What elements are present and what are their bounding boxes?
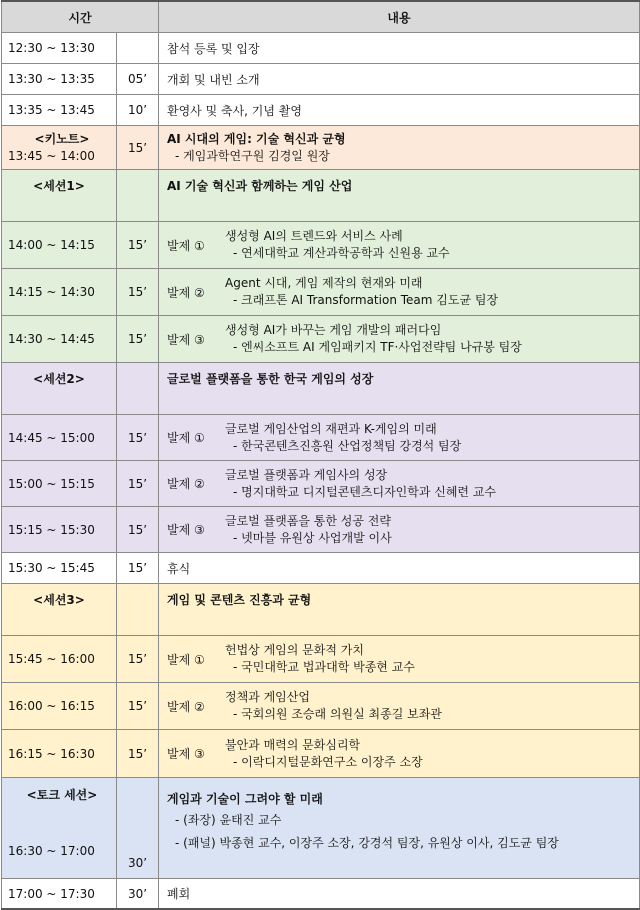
session-title: 게임 및 콘텐츠 진흥과 균형 bbox=[159, 584, 640, 636]
talk-topic: 생성형 AI의 트렌드와 서비스 사례 bbox=[225, 229, 403, 243]
session-label: <세션1> bbox=[2, 170, 117, 222]
table-row bbox=[2, 222, 640, 269]
talk-topic: 헌법상 게임의 문화적 가치 bbox=[225, 643, 364, 657]
talk-topic: 글로벌 플랫폼과 게임사의 성장 bbox=[225, 467, 388, 482]
time-cell: 16:15 ~ 16:30 bbox=[2, 730, 117, 778]
talk-label: 발제 ② bbox=[167, 285, 205, 300]
duration-cell: 30’ bbox=[117, 879, 159, 910]
talk-cell bbox=[159, 461, 640, 507]
talk-session-content-cell bbox=[159, 778, 640, 879]
time-cell: 12:30 ~ 13:30 bbox=[2, 33, 117, 64]
keynote-speaker: - 게임과학연구원 김경일 원장 bbox=[175, 148, 330, 163]
talk-topic: Agent 시대, 게임 제작의 현재와 미래 bbox=[225, 276, 423, 290]
table-row bbox=[2, 269, 640, 316]
keynote-time-cell bbox=[2, 126, 117, 170]
duration-cell: 15’ bbox=[117, 507, 159, 553]
talk-topic: 불안과 매력의 문화심리학 bbox=[225, 737, 361, 752]
time-cell: 15:45 ~ 16:00 bbox=[2, 636, 117, 683]
table-row bbox=[2, 33, 640, 64]
duration-cell: 15’ bbox=[117, 636, 159, 683]
talk-cell bbox=[159, 683, 640, 730]
duration-cell: 15’ bbox=[117, 316, 159, 363]
session-header-row bbox=[2, 584, 640, 636]
duration-cell: 15’ bbox=[117, 222, 159, 269]
header-content: 내용 bbox=[159, 1, 640, 33]
talk-cell bbox=[159, 636, 640, 683]
talk-label: 발제 ② bbox=[167, 699, 205, 714]
talk-cell bbox=[159, 507, 640, 553]
duration-cell bbox=[117, 363, 159, 415]
session-header-row bbox=[2, 363, 640, 415]
duration-cell bbox=[117, 170, 159, 222]
keynote-time: 13:45 ~ 14:00 bbox=[8, 148, 95, 163]
time-cell: 16:00 ~ 16:15 bbox=[2, 683, 117, 730]
table-row bbox=[2, 316, 640, 363]
talk-session-title: 게임과 기술이 그려야 할 미래 bbox=[167, 792, 323, 806]
duration-cell: 15’ bbox=[117, 126, 159, 170]
session-label: <세션2> bbox=[2, 363, 117, 415]
duration-cell: 10’ bbox=[117, 95, 159, 126]
talk-cell bbox=[159, 269, 640, 316]
talk-cell bbox=[159, 316, 640, 363]
content-cell: 개회 및 내빈 소개 bbox=[159, 64, 640, 95]
table-header-row bbox=[2, 1, 640, 33]
talk-topic: 글로벌 플랫폼을 통한 성공 전략 bbox=[225, 513, 391, 528]
time-cell: 14:00 ~ 14:15 bbox=[2, 222, 117, 269]
talk-session-panel: - (패널) 박종현 교수, 이장주 소장, 강경석 팀장, 유원상 이사, 김도균 팀장 bbox=[175, 836, 559, 850]
table-row bbox=[2, 683, 640, 730]
talk-speaker: - 크래프톤 AI Transformation Team 김도균 팀장 bbox=[233, 293, 499, 307]
talk-speaker: - 명지대학교 디지털콘텐츠디자인학과 신혜련 교수 bbox=[233, 484, 497, 499]
table-row bbox=[2, 461, 640, 507]
duration-cell: 15’ bbox=[117, 415, 159, 461]
talk-speaker: - 이락디지털문화연구소 이장주 소장 bbox=[233, 754, 423, 769]
table-row bbox=[2, 553, 640, 584]
session-title: 글로벌 플랫폼을 통한 한국 게임의 성장 bbox=[159, 363, 640, 415]
talk-label: 발제 ① bbox=[167, 238, 205, 253]
duration-cell bbox=[117, 584, 159, 636]
talk-topic: 글로벌 게임산업의 재편과 K-게임의 미래 bbox=[225, 421, 437, 436]
time-cell: 15:15 ~ 15:30 bbox=[2, 507, 117, 553]
duration-cell: 15’ bbox=[117, 461, 159, 507]
time-cell: 15:00 ~ 15:15 bbox=[2, 461, 117, 507]
content-cell: 폐회 bbox=[159, 879, 640, 910]
session-header-row bbox=[2, 170, 640, 222]
talk-topic: 생성형 AI가 바꾸는 게임 개발의 패러다임 bbox=[225, 323, 442, 337]
table-row bbox=[2, 879, 640, 910]
time-cell: 13:30 ~ 13:35 bbox=[2, 64, 117, 95]
content-cell: 환영사 및 축사, 기념 촬영 bbox=[159, 95, 640, 126]
table-row bbox=[2, 415, 640, 461]
talk-session-time: 16:30 ~ 17:00 bbox=[8, 844, 95, 858]
keynote-label: <키노트> bbox=[34, 131, 90, 146]
keynote-content-cell bbox=[159, 126, 640, 170]
talk-topic: 정책과 게임산업 bbox=[225, 690, 310, 704]
duration-cell: 15’ bbox=[117, 553, 159, 584]
table-row bbox=[2, 507, 640, 553]
keynote-title: AI 시대의 게임: 기술 혁신과 균형 bbox=[167, 131, 346, 146]
schedule-table bbox=[1, 0, 640, 910]
talk-session-row bbox=[2, 778, 640, 879]
content-cell: 참석 등록 및 입장 bbox=[159, 33, 640, 64]
header-time: 시간 bbox=[2, 1, 159, 33]
table-row bbox=[2, 64, 640, 95]
talk-cell bbox=[159, 730, 640, 778]
table-row bbox=[2, 95, 640, 126]
time-cell: 17:00 ~ 17:30 bbox=[2, 879, 117, 910]
time-cell: 14:45 ~ 15:00 bbox=[2, 415, 117, 461]
talk-cell bbox=[159, 222, 640, 269]
talk-session-label: <토크 세션> bbox=[26, 788, 98, 802]
duration-cell: 15’ bbox=[117, 683, 159, 730]
content-cell: 휴식 bbox=[159, 553, 640, 584]
talk-label: 발제 ③ bbox=[167, 747, 205, 761]
talk-label: 발제 ① bbox=[167, 431, 205, 445]
duration-cell: 05’ bbox=[117, 64, 159, 95]
duration-cell bbox=[117, 33, 159, 64]
session-title: AI 기술 혁신과 함께하는 게임 산업 bbox=[159, 170, 640, 222]
duration-cell: 15’ bbox=[117, 269, 159, 316]
keynote-row bbox=[2, 126, 640, 170]
talk-label: 발제 ② bbox=[167, 477, 205, 491]
talk-speaker: - 국회의원 조승래 의원실 최종길 보좌관 bbox=[233, 707, 442, 721]
talk-label: 발제 ③ bbox=[167, 523, 205, 537]
talk-speaker: - 넷마블 유원상 사업개발 이사 bbox=[233, 530, 392, 545]
duration-cell: 30’ bbox=[117, 778, 159, 879]
time-cell: 14:30 ~ 14:45 bbox=[2, 316, 117, 363]
table-row bbox=[2, 636, 640, 683]
table-row bbox=[2, 730, 640, 778]
session-label: <세션3> bbox=[2, 584, 117, 636]
time-cell: 13:35 ~ 13:45 bbox=[2, 95, 117, 126]
talk-cell bbox=[159, 415, 640, 461]
talk-speaker: - 엔씨소프트 AI 게임패키지 TF·사업전략팀 나규봉 팀장 bbox=[233, 340, 522, 354]
talk-label: 발제 ③ bbox=[167, 332, 205, 347]
talk-session-time-cell bbox=[2, 778, 117, 879]
talk-label: 발제 ① bbox=[167, 652, 205, 667]
talk-session-chair: - (좌장) 윤태진 교수 bbox=[175, 813, 282, 827]
talk-speaker: - 한국콘텐츠진흥원 산업정책팀 강경석 팀장 bbox=[233, 438, 462, 453]
talk-speaker: - 국민대학교 법과대학 박종현 교수 bbox=[233, 660, 415, 674]
talk-speaker: - 연세대학교 계산과학공학과 신원용 교수 bbox=[233, 246, 450, 260]
time-cell: 14:15 ~ 14:30 bbox=[2, 269, 117, 316]
duration-cell: 15’ bbox=[117, 730, 159, 778]
time-cell: 15:30 ~ 15:45 bbox=[2, 553, 117, 584]
